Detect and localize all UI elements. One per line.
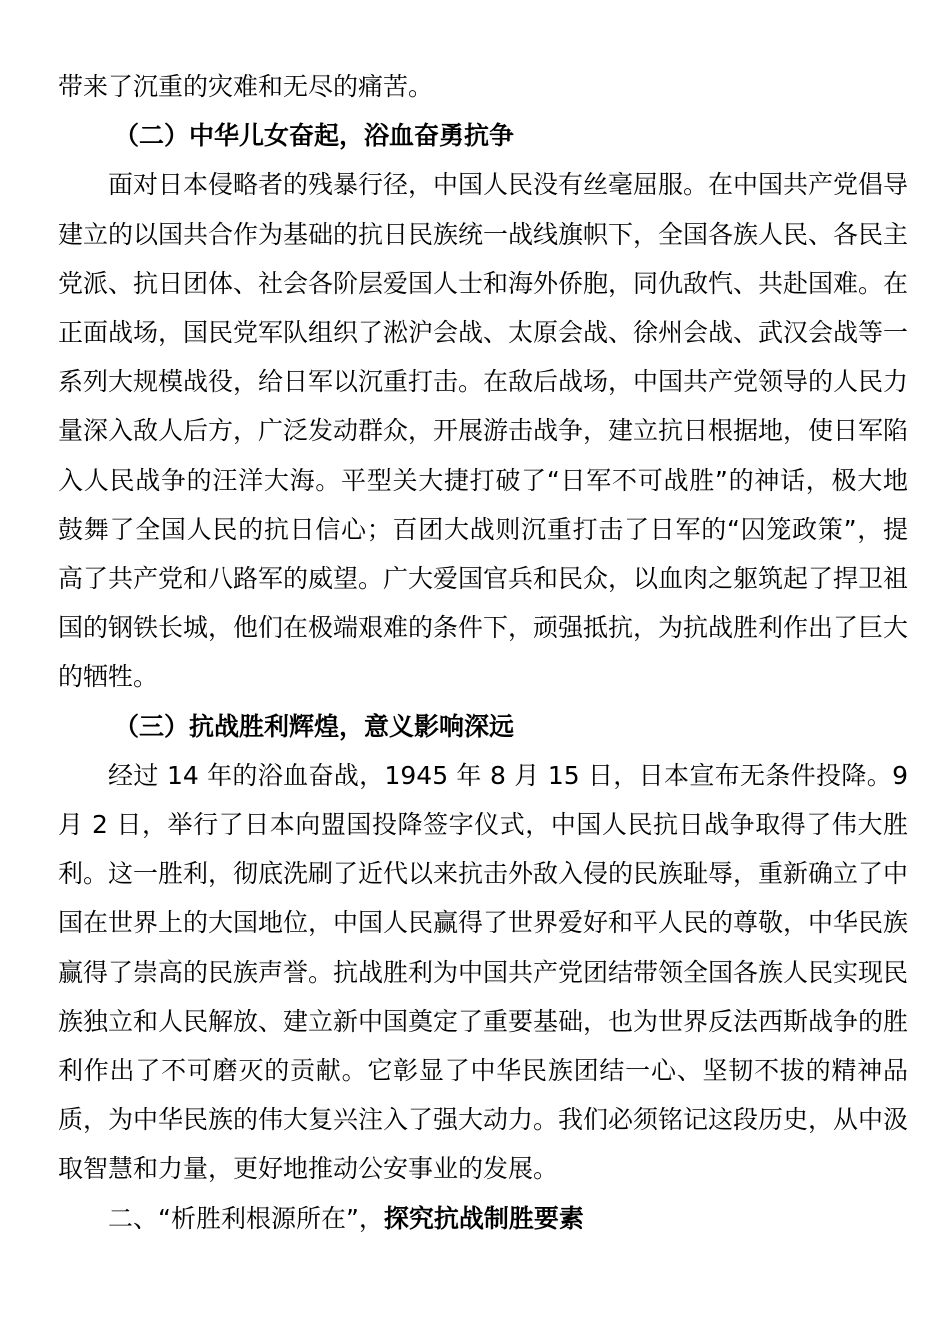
section-3-body: 经过 14 年的浴血奋战，1945 年 8 月 15 日，日本宣布无条件投降。9 月 2 日，举行了日本向盟国投降签字仪式，中国人民抗日战争取得了伟大胜利。这一胜利，彻底洗刷了近代以来抗击外敌入侵的民族耻辱，重新确立了中国在世界上的大国地位，中国人民赢得了世界爱好和平人民的尊敬，中华民族赢得了崇高的民族声誉。抗战胜利为中国共产党团结带领全国各族人民实现民族独立和人民解放、建立新中国奠定了重要基础，也为世界反法西斯战争的胜利作出了不可磨灭的贡献。它彰显了中华民族团结一心、坚韧不拔的精神品质，为中华民族的伟大复兴注入了强大动力。我们必须铭记这段历史，从中汲取智慧和力量，更好地推动公安事业的发展。	[58, 760, 909, 1184]
section-2-heading: （二）中华儿女奋起，浴血奋勇抗争	[114, 121, 515, 151]
part-2-quote: “析胜利根源所在”，	[158, 1203, 384, 1233]
document-page	[58, 62, 908, 1243]
section-2-body: 面对日本侵略者的残暴行径，中国人民没有丝毫屈服。在中国共产党倡导建立的以国共合作为基础的抗日民族统一战线旗帜下，全国各族人民、各民主党派、抗日团体、社会各阶层爱国人士和海外侨胞，同仇敌忾、共赴国难。在正面战场，国民党军队组织了淞沪会战、太原会战、徐州会战、武汉会战等一系列大规模战役，给日军以沉重打击。在敌后战场，中国共产党领导的人民力量深入敌人后方，广泛发动群众，开展游击战争，建立抗日根据地，使日军陷入人民战争的汪洋大海。平型关大捷打破了“日军不可战胜”的神话，极大地鼓舞了全国人民的抗日信心；百团大战则沉重打击了日军的“囚笼政策”，提高了共产党和八路军的威望。广大爱国官兵和民众，以血肉之躯筑起了捍卫祖国的钢铁长城，他们在极端艰难的条件下，顽强抵抗，为抗战胜利作出了巨大的牺牲。	[58, 170, 909, 692]
part-2-prefix: 二、	[108, 1203, 159, 1233]
part-2-heading	[58, 1194, 908, 1243]
part-2-title: 探究抗战制胜要素	[383, 1203, 584, 1233]
intro-paragraph-tail: 带来了沉重的灾难和无尽的痛苦。	[58, 72, 434, 101]
section-3-heading: （三）抗战胜利辉煌，意义影响深远	[114, 711, 515, 741]
